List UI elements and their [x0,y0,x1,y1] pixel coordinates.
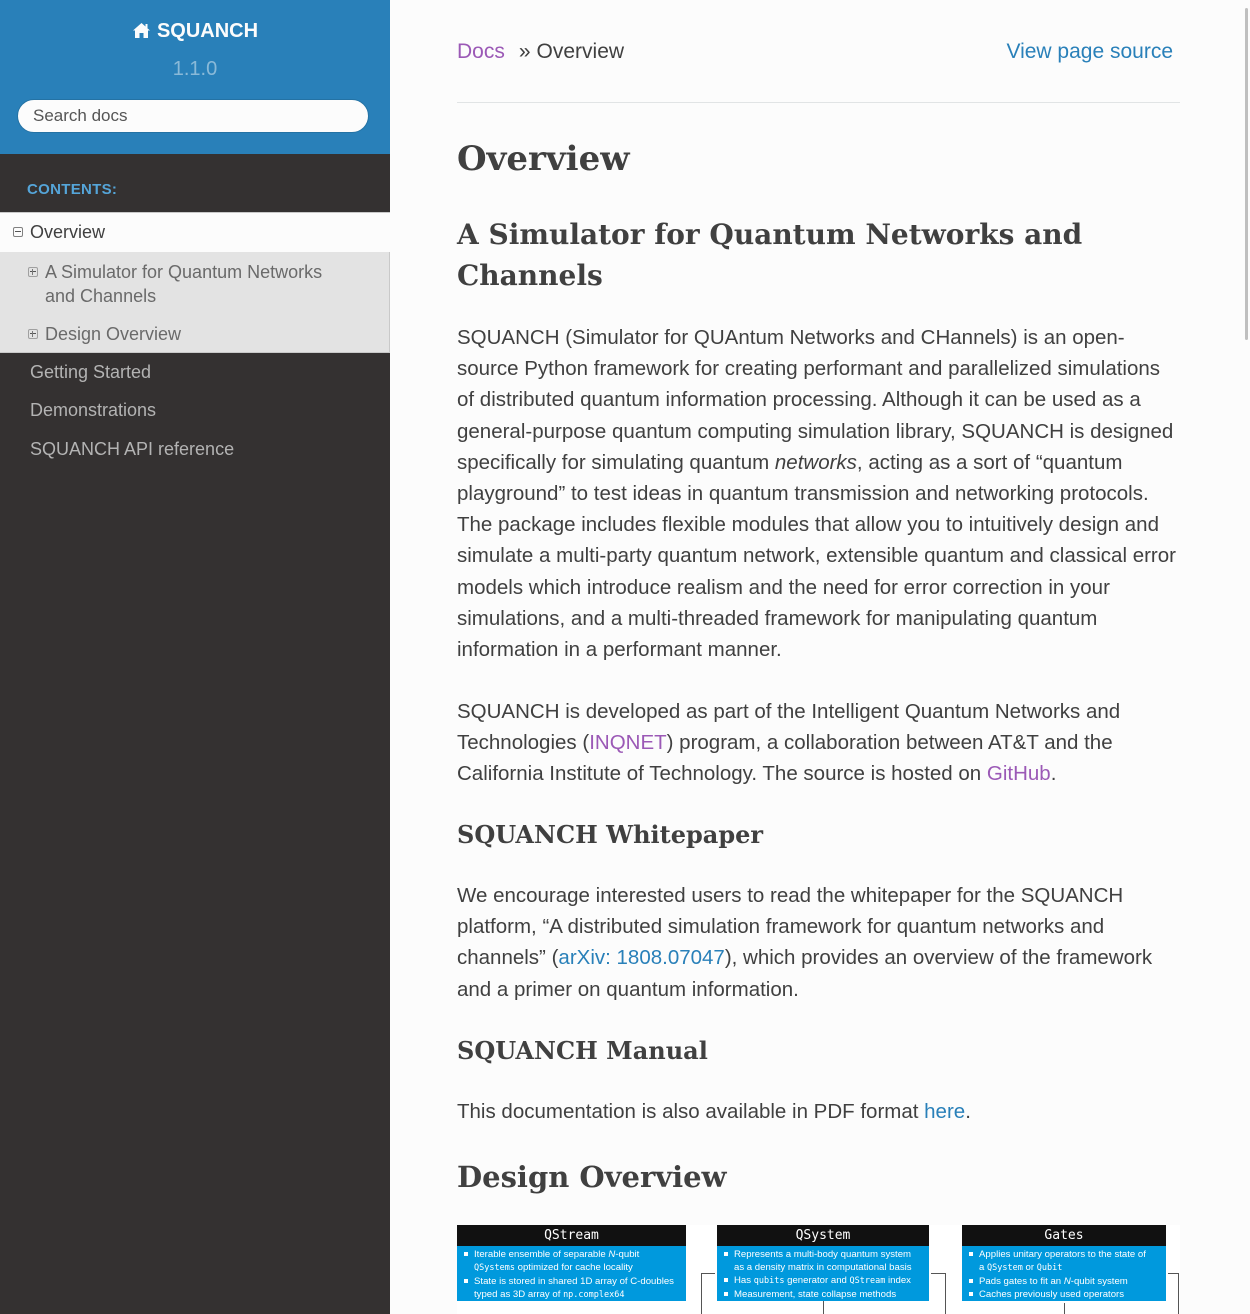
search-input[interactable] [17,99,369,133]
t: Represents a multi-body quantum system [734,1249,912,1260]
t: Qubit [1036,1263,1063,1273]
design-diagram [457,1225,1180,1314]
toc-caption: CONTENTS: [27,181,118,198]
project-name: SQUANCH [156,20,259,42]
diagram-connector [701,1273,702,1314]
nav-item-label: Overview [30,222,106,242]
diagram-bullet [734,1261,925,1274]
t: Caches previously used operators [979,1289,1125,1300]
text: We encourage interested users to read the whitepaper for the SQUANCH platform, “A distributed simulation framework for quantum networks and channels” ( [457,884,1124,970]
diagram-bullet [979,1248,1162,1261]
t: qubits [753,1276,785,1286]
diagram-bullet [734,1248,925,1261]
intro-paragraph [457,322,1181,665]
text: This documentation is also available in PDF format [457,1100,925,1123]
t: typed as 3D array of [474,1289,564,1300]
section-title-simulator: A Simulator for Quantum Networks and Channels [457,218,1083,292]
t: as a density matrix in computational basis [734,1262,912,1273]
t: optimized for cache locality [514,1262,633,1273]
nav-item-overview[interactable] [0,212,390,252]
t: -qubit system [1070,1276,1128,1287]
diagram-bullet [474,1261,682,1275]
section-title-whitepaper: SQUANCH Whitepaper [457,820,764,849]
inqnet-link[interactable]: INQNET [589,731,667,755]
t: -qubit [615,1249,640,1260]
section-title-manual: SQUANCH Manual [457,1036,708,1065]
nav-subitem-simulator[interactable]: A Simulator for Quantum Networks and Channels [45,262,323,306]
breadcrumb-current: Overview [536,40,625,63]
main-content [390,0,1250,1314]
t: index [885,1275,911,1286]
nav-item-demonstrations[interactable]: Demonstrations [30,400,157,420]
t: or [1022,1262,1037,1273]
t: N [608,1249,616,1260]
version-label: 1.1.0 [172,58,218,80]
pdf-link[interactable]: here [924,1100,966,1123]
diagram-bullet [979,1261,1162,1275]
diagram-connector [823,1301,824,1314]
view-page-source-link[interactable]: View page source [1006,40,1173,63]
manual-paragraph [457,1096,1181,1127]
diagram-bullet [979,1288,1162,1301]
project-home-link[interactable] [0,20,390,45]
diagram-box-title: QSystem [717,1225,929,1246]
t: Measurement, state collapse methods [734,1289,897,1300]
breadcrumb-separator: » [518,40,531,63]
t: QSystems [474,1263,515,1273]
t: generator and [784,1275,850,1286]
section-title-design-overview: Design Overview [457,1160,727,1194]
diagram-bullet [474,1248,682,1261]
diagram-connector [1168,1273,1178,1274]
t: Iterable ensemble of separable [474,1249,609,1260]
text: ), which provides an overview of the framework and a primer on quantum information. [457,946,1153,1001]
t: np.complex64 [563,1290,625,1300]
text: . [965,1100,971,1123]
breadcrumb-docs-link[interactable]: Docs [457,40,505,63]
diagram-connector [701,1273,715,1274]
text: SQUANCH is developed as part of the Intelligent Quantum Networks and Technologies ( [457,700,1121,755]
t: QSystem [987,1263,1023,1273]
nav-item-api-reference[interactable]: SQUANCH API reference [30,439,235,459]
home-icon [132,22,151,45]
text: SQUANCH (Simulator for QUAntum Networks and CHannels) is an open-source Python framework for creating performant and parallelized simulations of distributed quantum information processing. Although it can be used as a general-purpose quantum computing simulation library, SQUANCH is designed specifically for simulating quantum [457,326,1174,474]
diagram-bullet [734,1274,925,1288]
diagram-box-gates [962,1225,1166,1301]
sidebar [0,0,390,1314]
text: , acting as a sort of “quantum playground” to test ideas in quantum transmission and networking protocols. The package includes flexible modules that allow you to intuitively design and simulate a multi-party quantum network, extensible quantum and classical error models which introduce realism and the need for error correction in your simulations, and a multi-threaded framework for manipulating quantum information in a performant manner. [457,450,1176,662]
diagram-connector [1178,1273,1179,1314]
t: N [1063,1276,1071,1287]
text: . [1050,762,1057,786]
t: Applies unitary operators to the state of [979,1249,1146,1260]
inqnet-paragraph [457,696,1181,790]
diagram-box-title: Gates [962,1225,1166,1246]
sidebar-header [0,0,390,154]
diagram-box-qstream [457,1225,686,1301]
header-divider [457,102,1180,103]
collapse-icon[interactable] [13,227,23,237]
diagram-connector [945,1273,946,1314]
diagram-connector [931,1273,945,1274]
scrollbar[interactable] [1245,8,1248,340]
diagram-bullet [474,1288,682,1302]
diagram-box-qsystem [717,1225,929,1301]
t: a [979,1262,988,1273]
arxiv-link[interactable]: arXiv: 1808.07047 [558,946,725,970]
t: Pads gates to fit an [979,1276,1064,1287]
breadcrumb [457,40,624,64]
expand-icon[interactable] [28,267,38,277]
t: Has [734,1275,754,1286]
nav-subitems [0,252,390,353]
diagram-connector [1064,1303,1065,1314]
whitepaper-paragraph [457,880,1181,1005]
diagram-bullet [979,1275,1162,1288]
nav-subitem-design-overview[interactable]: Design Overview [45,324,182,344]
emphasis: networks [774,450,857,474]
diagram-bullet [474,1275,682,1288]
diagram-box-title: QStream [457,1225,686,1246]
diagram-bullet [734,1288,925,1301]
t: QStream [849,1276,886,1286]
nav-item-getting-started[interactable]: Getting Started [30,362,152,382]
text: ) program, a collaboration between AT&T and the California Institute of Technology. The source is hosted on [457,731,1113,786]
github-link[interactable]: GitHub [986,762,1051,786]
t: State is stored in shared 1D array of C-doubles [474,1276,674,1287]
page-title: Overview [457,139,630,179]
expand-icon[interactable] [28,329,38,339]
